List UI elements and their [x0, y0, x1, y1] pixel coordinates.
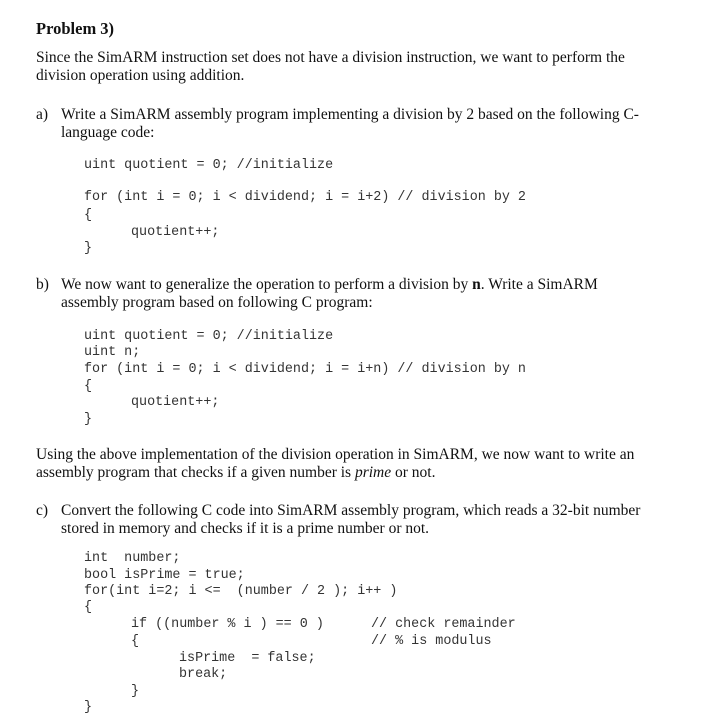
code-b-line-3: for (int i = 0; i < dividend; i = i+n) // division by n [84, 362, 526, 377]
part-b-bold-n: n [472, 276, 481, 293]
code-c-line-6: { [131, 634, 140, 649]
problem-title: Problem 3) [36, 19, 115, 38]
code-c-line-3: for(int i=2; i <= (number / 2 ); i++ ) [84, 584, 398, 599]
code-c-line-1: int number; [84, 551, 181, 566]
code-c-comment-1: // check remainder [371, 617, 516, 632]
code-a-line-2: for (int i = 0; i < dividend; i = i+2) // division by 2 [84, 190, 526, 205]
code-c-line-4: { [84, 600, 93, 615]
code-a-line-1: uint quotient = 0; //initialize [84, 158, 334, 173]
code-b-line-4: { [84, 379, 93, 394]
bridge-line-2: assembly program that checks if a given number is prime or not. [36, 464, 436, 481]
code-c-line-9: } [131, 684, 140, 699]
part-a-line-1: Write a SimARM assembly program implementing a division by 2 based on the following C- [61, 106, 639, 123]
intro-line-1: Since the SimARM instruction set does not have a division instruction, we want to perform the [36, 49, 625, 66]
code-c-comment-2: // % is modulus [371, 634, 492, 649]
code-a-line-4: quotient++; [131, 225, 220, 240]
part-b-label: b) [36, 276, 49, 293]
intro-line-2: division operation using addition. [36, 67, 245, 84]
code-b-line-1: uint quotient = 0; //initialize [84, 329, 334, 344]
part-b-line-1: We now want to generalize the operation to perform a division by n. Write a SimARM [61, 276, 598, 293]
part-c-line-1: Convert the following C code into SimARM assembly program, which reads a 32-bit number [61, 502, 641, 519]
code-b-line-2: uint n; [84, 345, 141, 360]
part-b-line-2: assembly program based on following C program: [61, 294, 373, 311]
bridge-italic-prime: prime [354, 464, 392, 481]
part-c-line-2: stored in memory and checks if it is a prime number or not. [61, 520, 430, 537]
code-c-line-7: isPrime = false; [179, 651, 316, 666]
code-b-line-5: quotient++; [131, 395, 220, 410]
code-c-line-8: break; [179, 667, 228, 682]
code-c-line-10: } [84, 700, 93, 715]
code-c-line-2: bool isPrime = true; [84, 568, 245, 583]
part-a-line-2: language code: [61, 124, 155, 141]
part-a-label: a) [36, 106, 49, 123]
code-c-line-5: if ((number % i ) == 0 ) [131, 617, 324, 632]
code-a-line-5: } [84, 241, 93, 256]
code-a-line-3: { [84, 208, 93, 223]
bridge-line-1: Using the above implementation of the division operation in SimARM, we now want to write an [36, 446, 635, 463]
code-b-line-6: } [84, 412, 93, 427]
part-c-label: c) [36, 502, 49, 519]
